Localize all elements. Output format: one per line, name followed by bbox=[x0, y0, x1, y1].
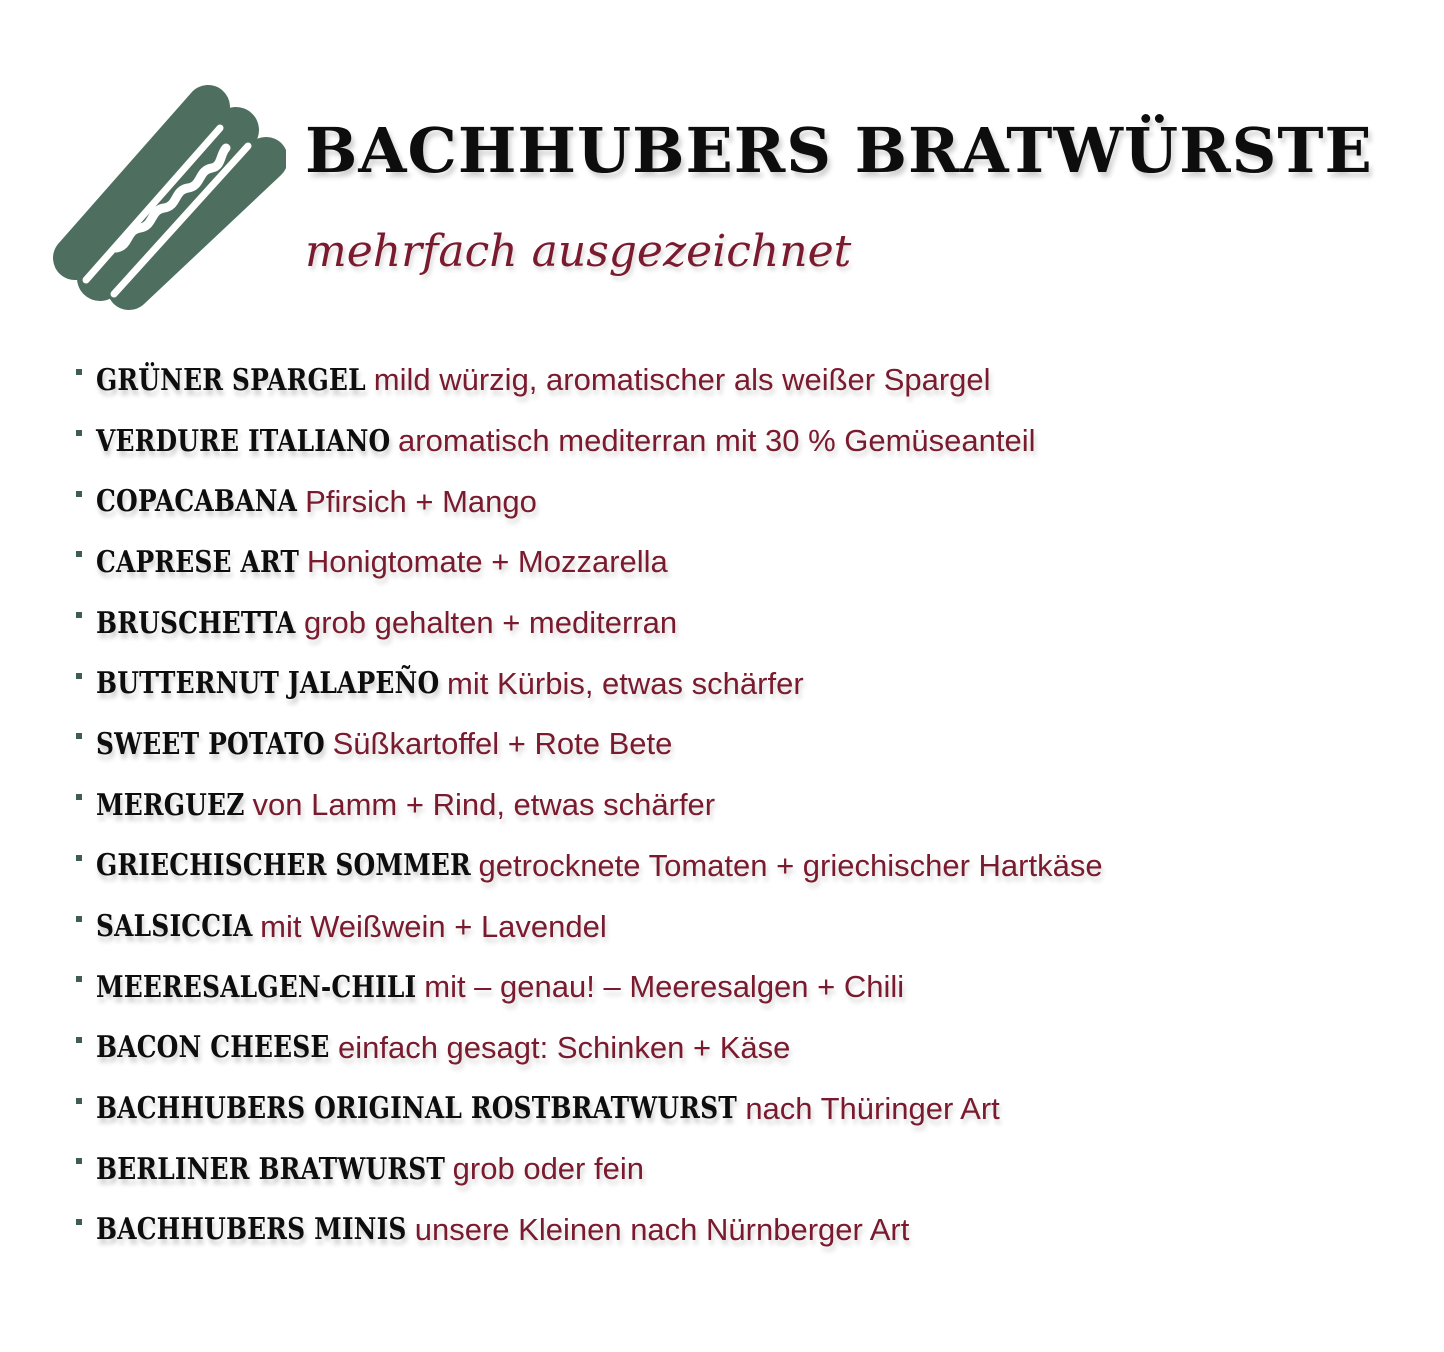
item-description: aromatisch mediterran mit 30 % Gemüseanteil bbox=[398, 423, 1036, 459]
item-name: CAPRESE ART bbox=[96, 544, 300, 580]
item-description: mit – genau! – Meeresalgen + Chili bbox=[424, 969, 905, 1005]
list-item bbox=[76, 896, 1103, 957]
bullet-icon bbox=[76, 673, 82, 679]
bullet-icon bbox=[76, 491, 82, 497]
page-subtitle: mehrfach ausgezeichnet bbox=[305, 226, 852, 277]
item-description: mit Kürbis, etwas schärfer bbox=[447, 665, 804, 701]
item-description: Süßkartoffel + Rote Bete bbox=[332, 726, 673, 762]
item-name: BACHHUBERS MINIS bbox=[96, 1212, 407, 1248]
list-item bbox=[76, 836, 1103, 897]
list-item bbox=[76, 653, 1103, 714]
bullet-icon bbox=[76, 369, 82, 375]
item-name: BRUSCHETTA bbox=[96, 605, 296, 641]
list-item bbox=[76, 1200, 1103, 1261]
list-item bbox=[76, 714, 1103, 775]
list-item bbox=[76, 957, 1103, 1018]
item-description: einfach gesagt: Schinken + Käse bbox=[337, 1029, 791, 1065]
item-name: BUTTERNUT JALAPEÑO bbox=[96, 666, 440, 702]
item-name: SALSICCIA bbox=[96, 909, 253, 945]
item-description: grob oder fein bbox=[452, 1151, 644, 1187]
item-description: Pfirsich + Mango bbox=[305, 483, 537, 519]
item-description: grob gehalten + mediterran bbox=[303, 605, 678, 641]
item-name: BACON CHEESE bbox=[96, 1030, 330, 1066]
bullet-icon bbox=[76, 1219, 82, 1225]
bratwurst-list bbox=[76, 350, 1103, 1260]
item-description: von Lamm + Rind, etwas schärfer bbox=[252, 787, 716, 823]
item-name: COPACABANA bbox=[96, 484, 297, 520]
bullet-icon bbox=[76, 430, 82, 436]
bullet-icon bbox=[76, 1037, 82, 1043]
list-item bbox=[76, 1078, 1103, 1139]
list-item bbox=[76, 411, 1103, 472]
bullet-icon bbox=[76, 1158, 82, 1164]
item-description: mild würzig, aromatischer als weißer Spargel bbox=[373, 362, 991, 398]
item-name: BACHHUBERS ORIGINAL ROSTBRATWURST bbox=[96, 1091, 738, 1127]
bullet-icon bbox=[76, 612, 82, 618]
item-description: mit Weißwein + Lavendel bbox=[260, 908, 607, 944]
page-title: BACHHUBERS BRATWÜRSTE bbox=[305, 114, 1373, 187]
item-name: BERLINER BRATWURST bbox=[96, 1151, 446, 1187]
item-name: SWEET POTATO bbox=[96, 726, 325, 762]
bullet-icon bbox=[76, 551, 82, 557]
bullet-icon bbox=[76, 1098, 82, 1104]
bullet-icon bbox=[76, 794, 82, 800]
item-name: VERDURE ITALIANO bbox=[96, 423, 391, 459]
item-name: MERGUEZ bbox=[96, 787, 245, 823]
hotdog-icon bbox=[50, 70, 286, 310]
item-description: Honigtomate + Mozzarella bbox=[306, 544, 668, 580]
bullet-icon bbox=[76, 733, 82, 739]
list-item bbox=[76, 350, 1103, 411]
item-description: nach Thüringer Art bbox=[745, 1090, 1000, 1126]
item-name: GRIECHISCHER SOMMER bbox=[96, 848, 471, 884]
item-name: GRÜNER SPARGEL bbox=[96, 362, 366, 398]
list-item bbox=[76, 593, 1103, 654]
item-name: MEERESALGEN-CHILI bbox=[96, 969, 417, 1005]
list-item bbox=[76, 1018, 1103, 1079]
list-item bbox=[76, 532, 1103, 593]
list-item bbox=[76, 775, 1103, 836]
list-item bbox=[76, 471, 1103, 532]
item-description: getrocknete Tomaten + griechischer Hartkäse bbox=[478, 847, 1103, 883]
bullet-icon bbox=[76, 855, 82, 861]
bullet-icon bbox=[76, 976, 82, 982]
item-description: unsere Kleinen nach Nürnberger Art bbox=[414, 1211, 910, 1247]
list-item bbox=[76, 1139, 1103, 1200]
bullet-icon bbox=[76, 916, 82, 922]
